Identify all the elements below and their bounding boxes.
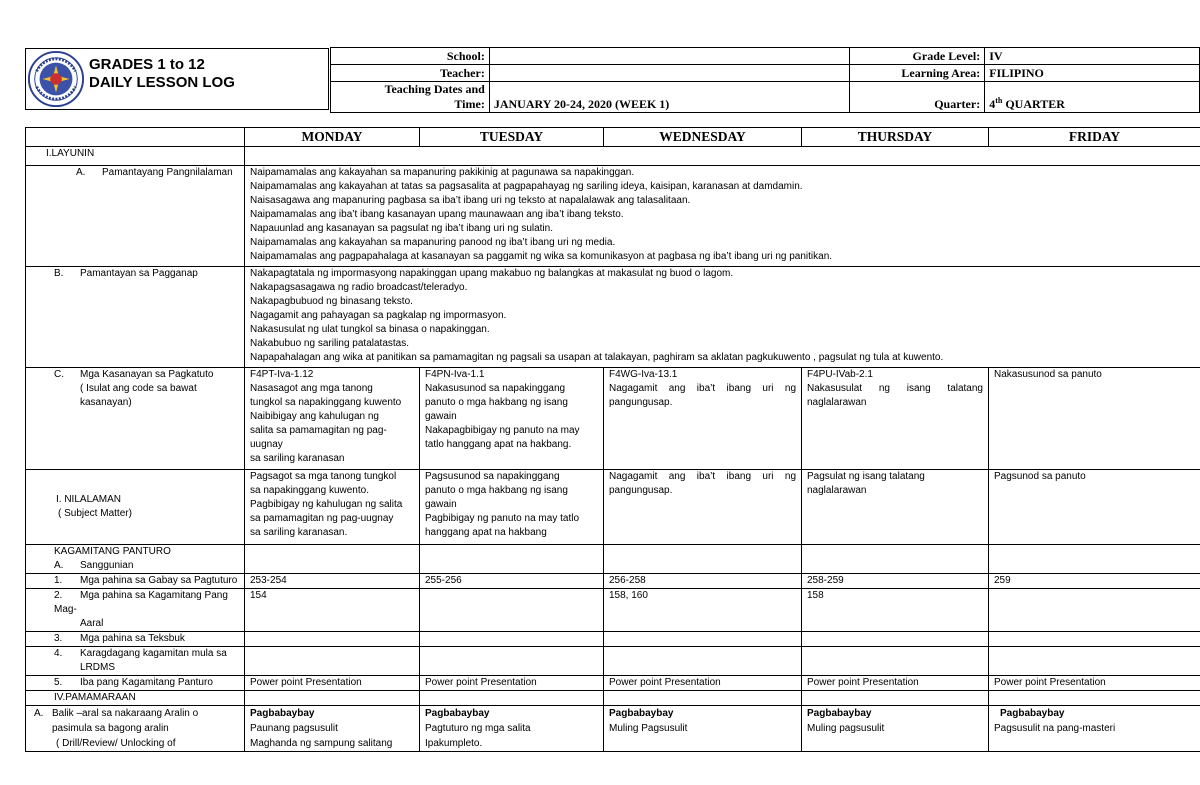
kasanayan-friday <box>989 368 1200 470</box>
pg-line: Nagagamit ang pahayagan sa pagkalap ng impormasyon. <box>250 310 507 321</box>
kasanayan-tue-line: Nakasusunod sa napakinggang <box>425 383 566 394</box>
kasanayan-mon-line: F4PT-Iva-1.12 <box>250 369 314 380</box>
a-text: Pamantayang Pangnilalaman <box>102 167 233 178</box>
balik-aral-letter: A. <box>34 708 44 719</box>
day-monday: MONDAY <box>245 128 420 147</box>
lrdms-row <box>26 647 1200 676</box>
nilalaman-title: I. NILALAMAN <box>56 494 122 505</box>
nilalaman-tue-line: Pagbibigay ng panuto na may tatlo <box>425 513 579 524</box>
balik-aral-line-2: pasimula sa bagong aralin <box>52 723 169 734</box>
pamantayan-sa-pagganap-label <box>26 267 245 368</box>
teacher-value <box>489 65 850 82</box>
kasanayan-wed-line: Nagagamit ang iba’t ibang uri ng pangungusap. <box>609 383 796 408</box>
pg-line: Nakabubuo ng sariling patalatastas. <box>250 338 409 349</box>
pg-line: Nakasusulat ng ulat tungkol sa binasa o napakinggan. <box>250 324 490 335</box>
balik-aral-thursday <box>802 706 989 752</box>
kasanayan-label <box>26 368 245 470</box>
nilalaman-note: ( Subject Matter) <box>58 508 132 519</box>
nilalaman-label <box>26 470 245 545</box>
layunin-row <box>26 147 1200 166</box>
lrdms-mon <box>245 647 420 676</box>
lrdms-num: 4. <box>54 648 63 659</box>
kpma-text-2: Aaral <box>80 618 104 629</box>
quarter-number: 4 <box>989 97 996 111</box>
school-label: School: <box>331 48 490 65</box>
kagamitan-wed <box>604 545 802 574</box>
kagamitang-pang-mag-aaral-label <box>26 589 245 632</box>
teksbuk-row <box>26 632 1200 647</box>
kasanayan-wed-line: F4WG-Iva-13.1 <box>609 369 678 380</box>
ba-wed-line: Pagbabaybay <box>609 708 674 719</box>
balik-aral-row <box>26 706 1200 752</box>
pm-mon <box>245 691 420 706</box>
ba-fri-line: Pagsusulit na pang-masteri <box>994 723 1116 734</box>
day-friday: FRIDAY <box>989 128 1200 147</box>
teksbuk-text: Mga pahina sa Teksbuk <box>80 633 185 644</box>
a-letter: A. <box>76 167 86 178</box>
kasanayan-mon-line: tungkol sa napakinggang kuwento <box>250 397 402 408</box>
pg-line: Nakapagsasagawa ng radio broadcast/teleradyo. <box>250 282 468 293</box>
kasanayan-wednesday <box>604 368 802 470</box>
title-line-2: DAILY LESSON LOG <box>89 74 235 91</box>
nilalaman-thursday <box>802 470 989 545</box>
kasanayan-thursday <box>802 368 989 470</box>
teksbuk-wed <box>604 632 802 647</box>
lesson-grid <box>25 127 1200 752</box>
teaching-dates-value: JANUARY 20-24, 2020 (WEEK 1) <box>489 82 850 113</box>
nilalaman-row <box>26 470 1200 545</box>
nilalaman-mon-line: sa pamamagitan ng pag-uugnay <box>250 513 394 524</box>
kpma-num: 2. <box>54 590 63 601</box>
kasanayan-thu-line: F4PU-IVab-2.1 <box>807 369 873 380</box>
gabay-wednesday: 256-258 <box>604 574 802 589</box>
page-title <box>89 56 235 92</box>
pp-line: Naipamamalas ang pagpapahalaga at kasanayan sa paggamit ng wika sa komunikasyon at pagbasa ng iba’t ibang uri ng panitikan. <box>250 251 833 262</box>
info-table <box>330 47 1200 113</box>
teacher-label: Teacher: <box>331 65 490 82</box>
nilalaman-monday <box>245 470 420 545</box>
grade-level-label: Grade Level: <box>850 48 985 65</box>
pg-line: Nakapagtatala ng impormasyong napakinggan upang makabuo ng balangkas at makasulat ng buod o lagom. <box>250 268 734 279</box>
nilalaman-tue-line: panuto o mga hakbang ng isang <box>425 485 568 496</box>
pp-line: Napauunlad ang kasanayan sa pagsulat ng iba’t ibang uri ng sulatin. <box>250 223 553 234</box>
nilalaman-mon-line: sa sariling karanasan. <box>250 527 348 538</box>
kagamitan-label <box>26 545 245 574</box>
kpma-tuesday <box>420 589 604 632</box>
ba-mon-line: Paunang pagsusulit <box>250 723 338 734</box>
kasanayan-mon-line: Naibibigay ang kahulugan ng <box>250 411 379 422</box>
pp-line: Naipamamalas ang kakayahan sa mapanuring panood ng iba’t ibang uri ng media. <box>250 237 616 248</box>
layunin-empty <box>245 147 1200 166</box>
layunin-heading: I.LAYUNIN <box>26 147 245 166</box>
c-note: ( Isulat ang code sa bawat kasanayan) <box>80 383 197 408</box>
ba-fri-line: Pagbabaybay <box>1000 708 1065 719</box>
balik-aral-line-1: Balik –aral sa nakaraang Aralin o <box>52 708 199 719</box>
ba-mon-line: Maghanda ng sampung salitang <box>250 738 393 749</box>
corner-cell <box>26 128 245 147</box>
quarter-suffix: th <box>995 96 1003 105</box>
day-header-row <box>26 128 1200 147</box>
pm-thu <box>802 691 989 706</box>
kasanayan-mon-line: uugnay <box>250 439 283 450</box>
gabay-friday: 259 <box>989 574 1200 589</box>
grade-level-value: IV <box>985 48 1200 65</box>
lrdms-fri <box>989 647 1200 676</box>
teksbuk-num: 3. <box>54 633 63 644</box>
teksbuk-tue <box>420 632 604 647</box>
gabay-monday: 253-254 <box>245 574 420 589</box>
sanggunian-label <box>54 559 239 573</box>
kasanayan-mon-line: Nasasagot ang mga tanong <box>250 383 373 394</box>
lrdms-label <box>26 647 245 676</box>
lrdms-text-1: Karagdagang kagamitan mula sa <box>80 648 227 659</box>
kasanayan-tue-line: panuto o mga hakbang ng isang <box>425 397 568 408</box>
balik-aral-friday <box>989 706 1200 752</box>
pp-line: Naipamamalas ang iba’t ibang kasanayan upang maunawaan ang iba’t ibang teksto. <box>250 209 624 220</box>
pamantayang-pangnilalaman-label <box>26 166 245 267</box>
pamantayan-sa-pagganap-content <box>245 267 1200 368</box>
balik-aral-line-3: ( Drill/Review/ Unlocking of <box>56 738 176 749</box>
quarter-text: QUARTER <box>1002 97 1065 111</box>
ipk-thursday: Power point Presentation <box>802 676 989 691</box>
kagamitan-fri <box>989 545 1200 574</box>
deped-seal-icon <box>27 50 85 108</box>
kpma-text-1: Mga pahina sa Kagamitang Pang Mag- <box>54 590 228 615</box>
lrdms-tue <box>420 647 604 676</box>
iba-pang-kagamitan-label <box>26 676 245 691</box>
kpma-monday: 154 <box>245 589 420 632</box>
c-letter: C. <box>54 369 64 380</box>
nilalaman-tue-line: hanggang apat na hakbang <box>425 527 547 538</box>
ipk-friday: Power point Presentation <box>989 676 1200 691</box>
kasanayan-mon-line: sa sariling karanasan <box>250 453 345 464</box>
pamamaraan-heading: IV.PAMAMARAAN <box>26 691 245 706</box>
kasanayan-tue-line: gawain <box>425 411 457 422</box>
pamantayang-pangnilalaman-content <box>245 166 1200 267</box>
kagamitang-pang-mag-aaral-row <box>26 589 1200 632</box>
ipk-text: Iba pang Kagamitang Panturo <box>80 677 213 688</box>
kpma-wednesday: 158, 160 <box>604 589 802 632</box>
pamantayan-sa-pagganap-row <box>26 267 1200 368</box>
pp-line: Naipamamalas ang kakayahan at tatas sa pagsasalita at pagpapahayag ng sariling ideya, kaisipan, karanasan at damdamin. <box>250 181 803 192</box>
iba-pang-kagamitan-row <box>26 676 1200 691</box>
teksbuk-label <box>26 632 245 647</box>
gabay-text: Mga pahina sa Gabay sa Pagtuturo <box>80 575 238 586</box>
kasanayan-row <box>26 368 1200 470</box>
ba-wed-line: Muling Pagsusulit <box>609 723 688 734</box>
ba-tue-line: Ipakumpleto. <box>425 738 483 749</box>
gabay-row <box>26 574 1200 589</box>
kasanayan-thu-line: Nakasusulat ng isang talatang naglalarawan <box>807 383 983 408</box>
gabay-tuesday: 255-256 <box>420 574 604 589</box>
pamantayang-pangnilalaman-row <box>26 166 1200 267</box>
day-wednesday: WEDNESDAY <box>604 128 802 147</box>
c-text: Mga Kasanayan sa Pagkatuto <box>80 369 214 380</box>
ba-thu-line: Muling pagsusulit <box>807 723 885 734</box>
kpma-thursday: 158 <box>802 589 989 632</box>
teksbuk-thu <box>802 632 989 647</box>
nilalaman-mon-line: sa napakinggang kuwento. <box>250 485 369 496</box>
sanggunian-text: Sanggunian <box>80 560 134 571</box>
kagamitan-tue <box>420 545 604 574</box>
nilalaman-tue-line: gawain <box>425 499 457 510</box>
kasanayan-tuesday <box>420 368 604 470</box>
ba-tue-line: Pagbabaybay <box>425 708 490 719</box>
pm-tue <box>420 691 604 706</box>
kagamitan-mon <box>245 545 420 574</box>
nilalaman-tuesday <box>420 470 604 545</box>
kagamitan-heading: KAGAMITANG PANTURO <box>54 546 171 557</box>
pg-line: Napapahalagan ang wika at panitikan sa pamamagitan ng pagsali sa usapan at talakayan, paghiram sa aklatan pagkukuwento , pagsulat ng tula at kuwento. <box>250 352 944 363</box>
kagamitan-thu <box>802 545 989 574</box>
ba-thu-line: Pagbabaybay <box>807 708 872 719</box>
ipk-num: 5. <box>54 677 63 688</box>
kasanayan-tue-line: Nakapagbibigay ng panuto na may <box>425 425 580 436</box>
learning-area-value: FILIPINO <box>985 65 1200 82</box>
school-value <box>489 48 850 65</box>
ipk-monday: Power point Presentation <box>245 676 420 691</box>
quarter-value <box>985 82 1200 113</box>
sanggunian-letter: A. <box>54 560 64 571</box>
pamamaraan-row <box>26 691 1200 706</box>
nilalaman-friday: Pagsunod sa panuto <box>989 470 1200 545</box>
ipk-wednesday: Power point Presentation <box>604 676 802 691</box>
nilalaman-mon-line: Pagsagot sa mga tanong tungkol <box>250 471 397 482</box>
day-thursday: THURSDAY <box>802 128 989 147</box>
quarter-label: Quarter: <box>850 82 985 113</box>
teaching-dates-label-2: Time: <box>454 97 485 111</box>
kagamitan-row <box>26 545 1200 574</box>
lrdms-text-2: LRDMS <box>80 662 116 673</box>
teksbuk-fri <box>989 632 1200 647</box>
title-line-1: GRADES 1 to 12 <box>89 56 205 73</box>
pg-line: Nakapagbubuod ng binasang teksto. <box>250 296 413 307</box>
balik-aral-label <box>26 706 245 752</box>
nilalaman-mon-line: Pagbibigay ng kahulugan ng salita <box>250 499 403 510</box>
pm-wed <box>604 691 802 706</box>
kasanayan-tue-line: tatlo hanggang apat na hakbang. <box>425 439 572 450</box>
lrdms-wed <box>604 647 802 676</box>
ba-mon-line: Pagbabaybay <box>250 708 315 719</box>
kasanayan-tue-line: F4PN-Iva-1.1 <box>425 369 485 380</box>
pm-fri <box>989 691 1200 706</box>
ba-tue-line: Pagtuturo ng mga salita <box>425 723 531 734</box>
gabay-num: 1. <box>54 575 63 586</box>
learning-area-label: Learning Area: <box>850 65 985 82</box>
kasanayan-fri-line: Nakasusunod sa panuto <box>994 369 1102 380</box>
teaching-dates-label <box>331 82 490 113</box>
teaching-dates-label-1: Teaching Dates and <box>384 82 485 96</box>
pp-line: Naisasagawa ang mapanuring pagbasa sa iba’t ibang uri ng teksto at napalalawak ang talasalitaan. <box>250 195 691 206</box>
pp-line: Naipamamalas ang kakayahan sa mapanuring pakikinig at pagunawa sa napakinggan. <box>250 167 635 178</box>
nilalaman-tue-line: Pagsusunod sa napakinggang <box>425 471 560 482</box>
nilalaman-thu-line: Pagsulat ng isang talatang <box>807 471 925 482</box>
kasanayan-mon-line: salita sa pamamagitan ng pag- <box>250 425 387 436</box>
kasanayan-monday <box>245 368 420 470</box>
lrdms-thu <box>802 647 989 676</box>
balik-aral-wednesday <box>604 706 802 752</box>
balik-aral-tuesday <box>420 706 604 752</box>
balik-aral-monday <box>245 706 420 752</box>
gabay-thursday: 258-259 <box>802 574 989 589</box>
kpma-friday <box>989 589 1200 632</box>
teksbuk-mon <box>245 632 420 647</box>
ipk-tuesday: Power point Presentation <box>420 676 604 691</box>
nilalaman-wednesday: Nagagamit ang iba’t ibang uri ng pangungusap. <box>604 470 802 545</box>
b-letter: B. <box>54 268 64 279</box>
nilalaman-thu-line: naglalarawan <box>807 485 867 496</box>
gabay-label <box>26 574 245 589</box>
day-tuesday: TUESDAY <box>420 128 604 147</box>
b-text: Pamantayan sa Pagganap <box>80 268 198 279</box>
